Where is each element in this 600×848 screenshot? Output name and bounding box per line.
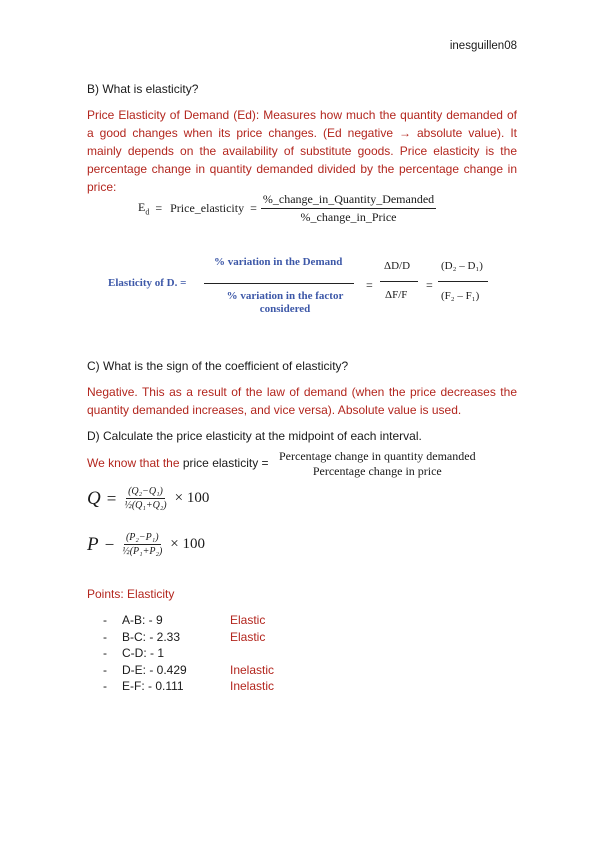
q-midpoint-formula: Q = $\frac{\text{(Q₂−Q₁)}}{\text{½(Q₁+Q₂)}}$ × 100: [87, 486, 210, 511]
list-item: - A-B: - 9 Elastic: [103, 613, 266, 627]
formula2-denominator: % variation in the factor considered: [226, 290, 344, 315]
formula2-label: Elasticity of D. =: [108, 277, 187, 289]
list-item: - E-F: - 0.111 Inelastic: [103, 679, 275, 693]
formula-name: Price_elasticity: [170, 201, 245, 215]
section-c-heading: C) What is the sign of the coefficient of elasticity?: [87, 359, 349, 373]
formula2-mid-num: ΔD/D: [384, 260, 411, 272]
elasticity-points-list: [103, 612, 403, 695]
formula2-right-num: (D₂ – D₁): [441, 260, 483, 272]
elasticity-formula: $E_d$ = Price_elasticity = $\frac{\text{\%\_change\_in\_Quantity\_Demanded}}{\text{\%\_change\_in\_Price}}$: [138, 192, 435, 224]
formula-fraction: $\frac{\text{\%\_change\_in\_Quantity\_Demanded}}{\text{\%\_change\_in\_Price}}$: [262, 192, 435, 224]
formula2-right-den: (F₂ – F₁): [441, 290, 480, 302]
elasticity-variation-formula: Elasticity of D. = % variation in the Demand % variation in the factor considered = ΔD/D ΔF/F = (D₂ – D₁) (F₂ – F₁): [108, 256, 528, 316]
formula2-fraction-bar: [204, 283, 354, 284]
price-elasticity-fraction: Percentage change in quantity demanded Percentage change in price: [279, 449, 476, 478]
sign-answer: Negative. This as a result of the law of demand (when the price decreases the quantity demanded increases, and vice versa). Absolute value is used.: [87, 385, 517, 417]
author-name: inesguillen08: [449, 40, 517, 52]
section-d-heading: D) Calculate the price elasticity at the midpoint of each interval.: [87, 429, 422, 443]
p-fraction: $\frac{\text{(P₂−P₁)}}{\text{½(P₁+P₂)}}$: [122, 532, 163, 557]
section-b-heading: B) What is elasticity?: [87, 82, 199, 96]
p-midpoint-formula: P − $\frac{\text{(P₂−P₁)}}{\text{½(P₁+P₂)}}$ × 100: [87, 532, 205, 557]
list-item: - B-C: - 2.33 Elastic: [103, 629, 266, 644]
points-title: Points: Elasticity: [87, 587, 175, 601]
list-item: - C-D: - 1: [103, 646, 164, 660]
formula-lhs: $E_d$: [138, 200, 150, 217]
q-fraction: $\frac{\text{(Q₂−Q₁)}}{\text{½(Q₁+Q₂)}}$: [124, 486, 167, 511]
price-elasticity-intro: We know that the price elasticity =: [87, 456, 269, 470]
elasticity-definition: Price Elasticity of Demand (Ed): Measures how much the quantity demanded of a good changes when its price changes. (Ed negative → absolute value). It mainly depends on the availability of substitute goods. Price elasticity is the percentage change in quantity demanded divided by the percentage change in price:: [87, 108, 517, 194]
formula2-numerator: % variation in the Demand: [214, 256, 343, 268]
list-item: - D-E: - 0.429 Inelastic: [103, 662, 275, 677]
formula2-mid-den: ΔF/F: [385, 289, 408, 301]
